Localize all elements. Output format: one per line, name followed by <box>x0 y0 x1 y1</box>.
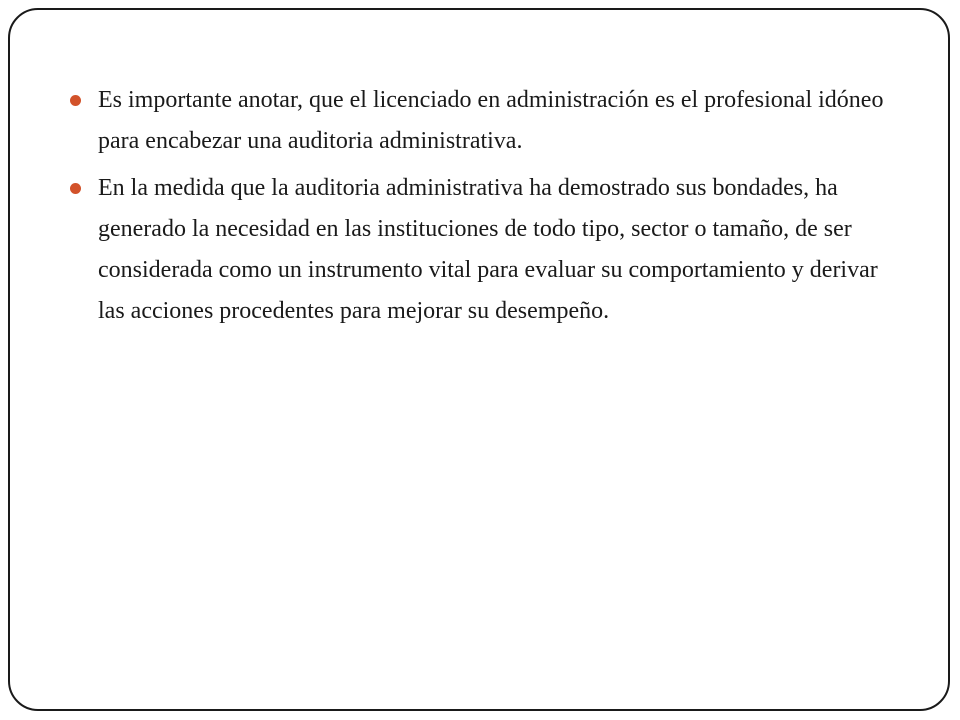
slide-frame <box>8 8 950 711</box>
bullet-dot-icon <box>70 183 81 194</box>
bullet-item <box>70 168 900 332</box>
bullet-list <box>70 80 900 338</box>
bullet-dot-icon <box>70 95 81 106</box>
bullet-text: Es importante anotar, que el licenciado en administración es el profesional idóneo para encabezar una auditoria administrativa. <box>98 87 884 154</box>
bullet-item <box>70 80 900 162</box>
bullet-text: En la medida que la auditoria administrativa ha demostrado sus bondades, ha generado la necesidad en las instituciones de todo tipo, sector o tamaño, de ser considerada como un instrumento vital para evaluar su comportamiento y derivar las acciones procedentes para mejorar su desempeño. <box>98 175 878 324</box>
